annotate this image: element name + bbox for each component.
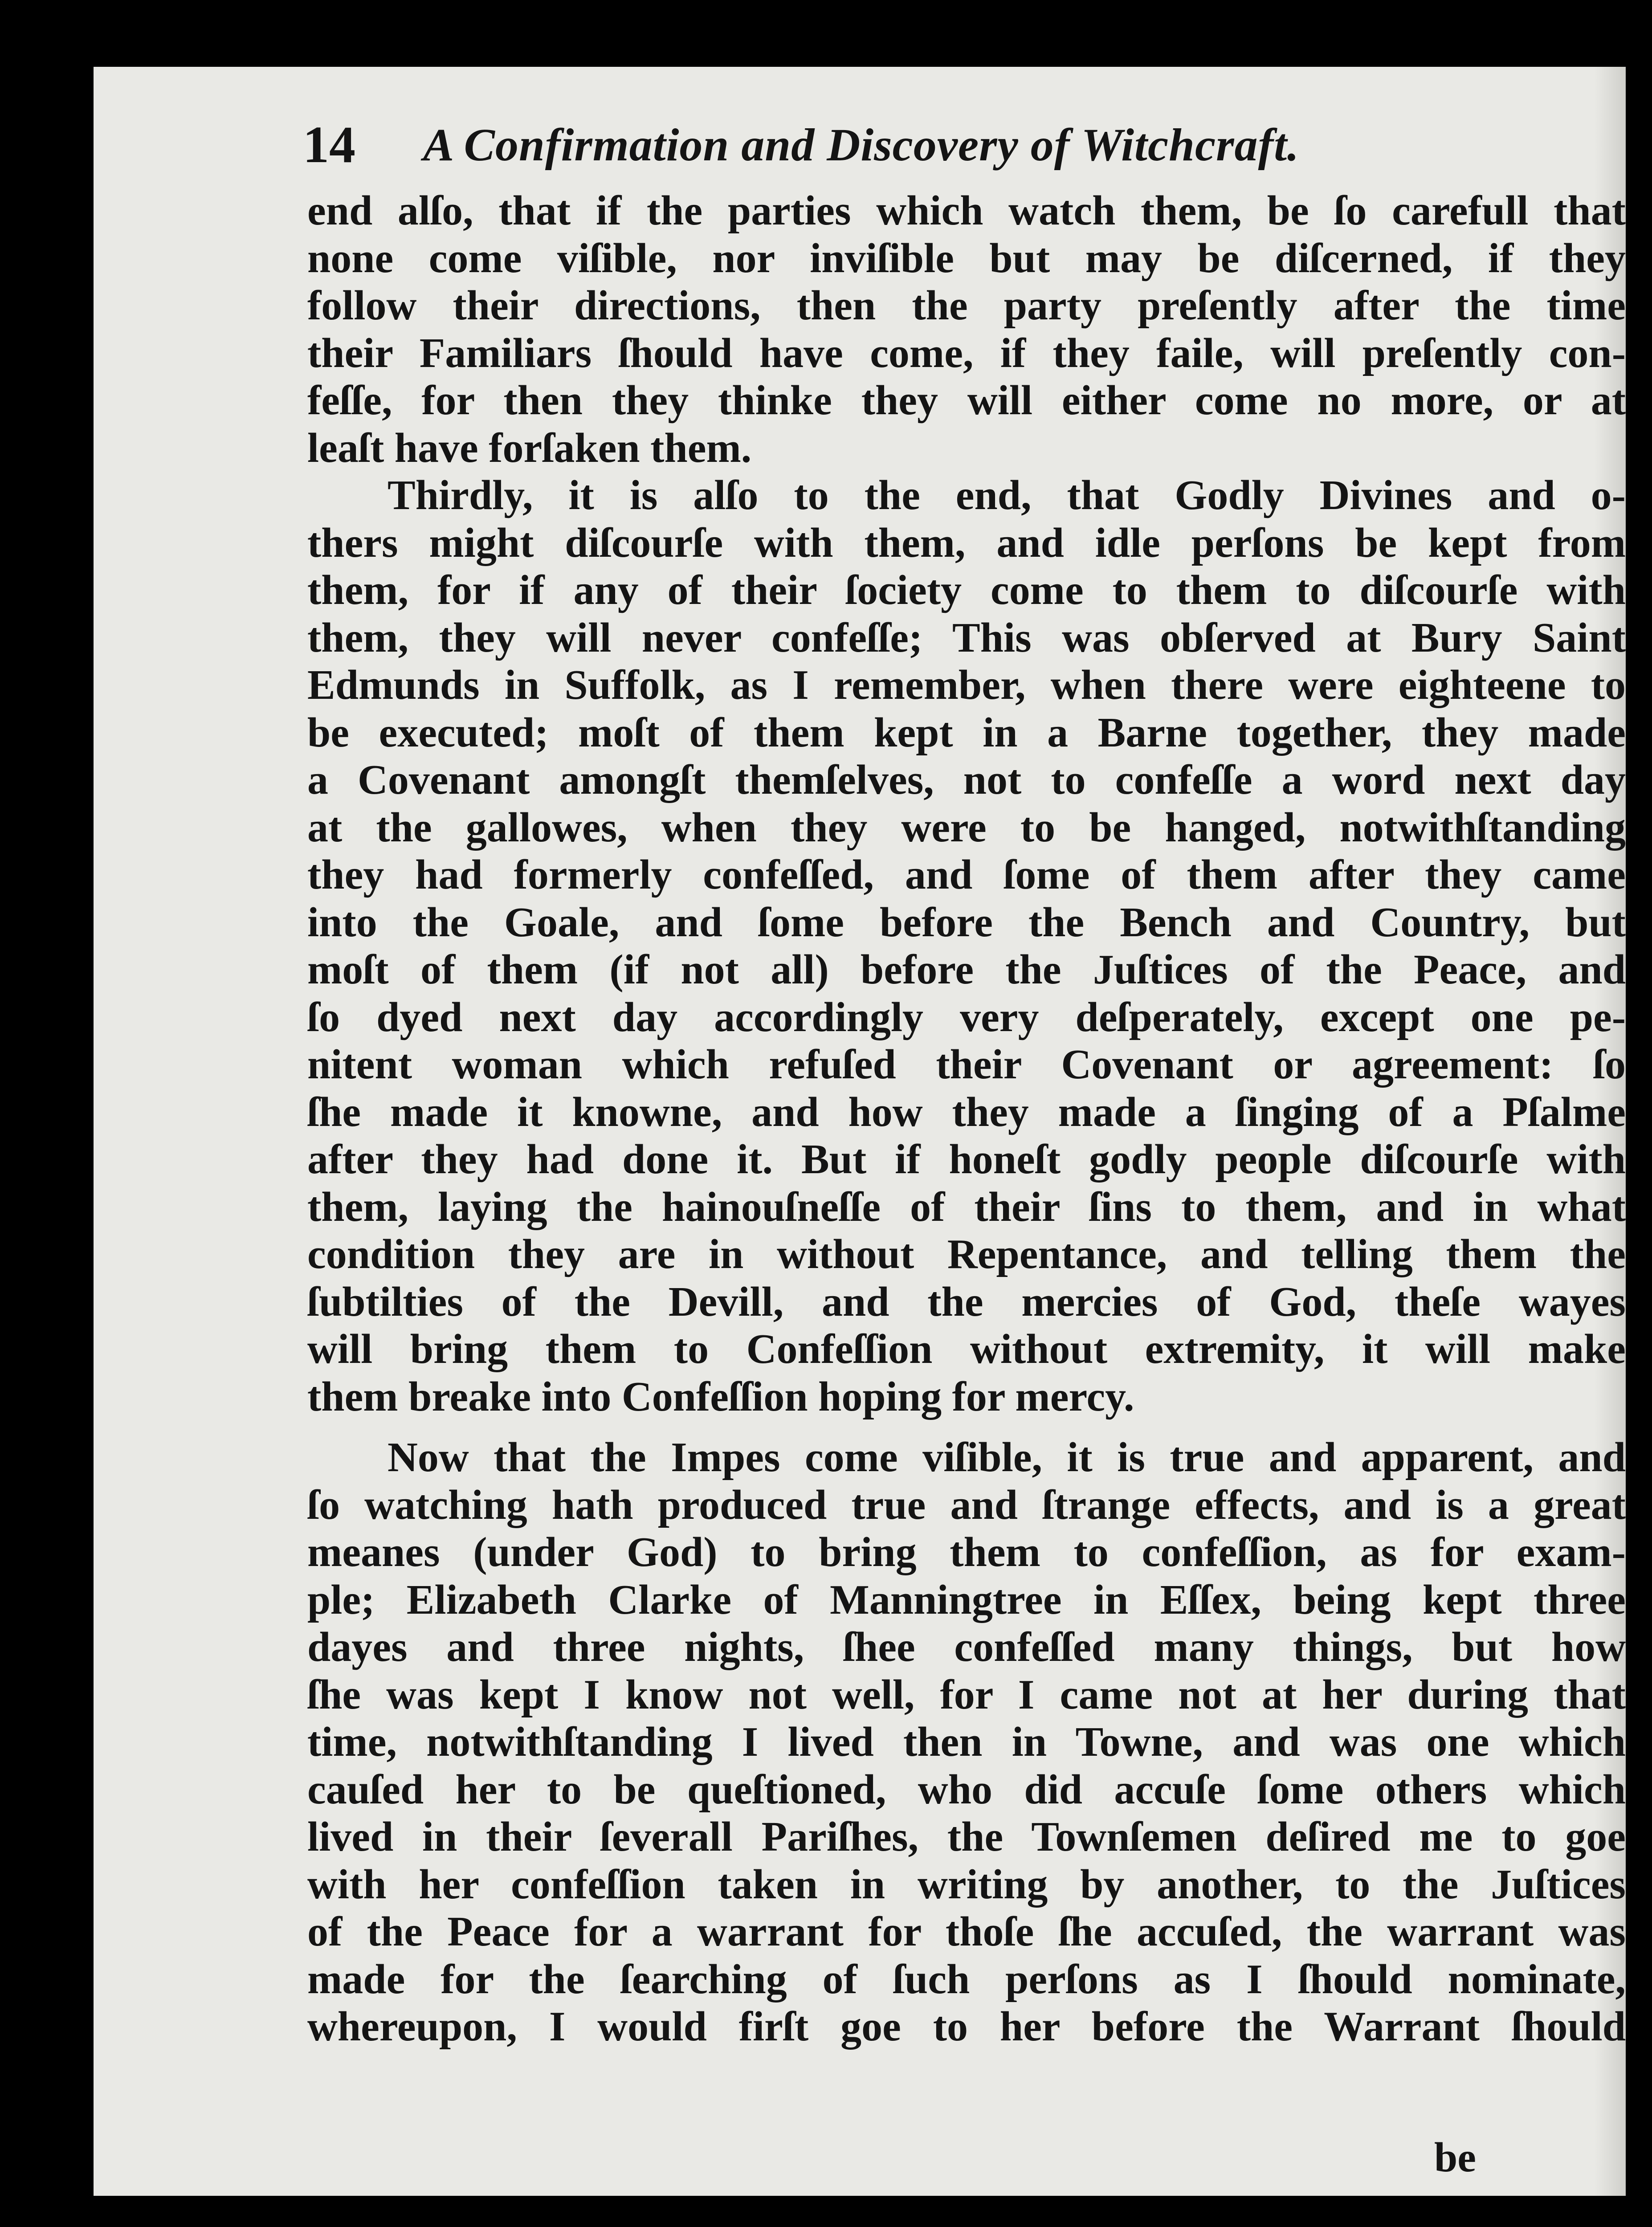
text-line: thers might diſcourſe with them, and idle perſons be kept from: [307, 519, 1626, 566]
text-line: time, notwithſtanding I lived then in Towne, and was one which: [307, 1719, 1626, 1765]
body-text: [307, 187, 1626, 2051]
text-line: them, laying the hainouſneſſe of their ſins to them, and in what: [307, 1183, 1626, 1230]
text-line: them breake into Confeſſion hoping for mercy.: [307, 1373, 1134, 1420]
text-line: ſo dyed next day accordingly very deſperately, except one pe-: [307, 994, 1626, 1040]
text-line: they had formerly confeſſed, and ſome of them after they came: [307, 852, 1626, 898]
text-line: ſo watching hath produced true and ſtrange effects, and is a great: [307, 1481, 1626, 1528]
text-line: into the Goale, and ſome before the Bench and Country, but: [307, 899, 1626, 946]
text-line: whereupon, I would firſt goe to her before the Warrant ſhould: [307, 2003, 1626, 2050]
page-number: 14: [303, 115, 355, 174]
catchword: be: [1434, 2134, 1476, 2181]
text-line: their Familiars ſhould have come, if they faile, will preſently con-: [307, 330, 1626, 376]
text-line: be executed; moſt of them kept in a Barne together, they made: [307, 709, 1626, 756]
text-line: made for the ſearching of ſuch perſons as I ſhould nominate,: [307, 1956, 1626, 2003]
text-line: them, for if any of their ſociety come to them to diſcourſe with: [307, 567, 1626, 613]
text-line: of the Peace for a warrant for thoſe ſhe accuſed, the warrant was: [307, 1909, 1626, 1955]
text-line: dayes and three nights, ſhee confeſſed many things, but how: [307, 1624, 1626, 1670]
text-line: will bring them to Confeſſion without extremity, it will make: [307, 1326, 1626, 1372]
text-line: ple; Elizabeth Clarke of Manningtree in Eſſex, being kept three: [307, 1576, 1626, 1623]
text-line: none come viſible, nor inviſible but may be diſcerned, if they: [307, 235, 1626, 281]
text-line: leaſt have forſaken them.: [307, 424, 752, 471]
text-line: moſt of them (if not all) before the Juſtices of the Peace, and: [307, 946, 1626, 993]
text-line: ſhe made it knowne, and how they made a ſinging of a Pſalme: [307, 1089, 1626, 1135]
text-line: Edmunds in Suffolk, as I remember, when there were eighteene to: [307, 662, 1626, 708]
text-line: lived in their ſeverall Pariſhes, the Townſemen deſired me to goe: [307, 1814, 1626, 1860]
text-line: nitent woman which refuſed their Covenant or agreement: ſo: [307, 1041, 1626, 1088]
text-line: meanes (under God) to bring them to confeſſion, as for exam-: [307, 1529, 1626, 1575]
page-header: [303, 107, 1550, 183]
text-line: them, they will never confeſſe; This was obſerved at Bury Saint: [307, 614, 1626, 661]
text-line: Thirdly, it is alſo to the end, that Godly Divines and o-: [388, 472, 1626, 518]
text-line: follow their directions, then the party preſently after the time: [307, 282, 1626, 329]
text-line: ſhe was kept I know not well, for I came not at her during that: [307, 1671, 1626, 1718]
running-title: A Confirmation and Discovery of Witchcraft.: [423, 119, 1300, 171]
text-line: cauſed her to be queſtioned, who did accuſe ſome others which: [307, 1766, 1626, 1813]
text-line: condition they are in without Repentance, and telling them the: [307, 1231, 1626, 1277]
text-line: Now that the Impes come viſible, it is true and apparent, and: [388, 1434, 1626, 1481]
text-line: end alſo, that if the parties which watch them, be ſo carefull that: [307, 188, 1626, 234]
text-line: feſſe, for then they thinke they will either come no more, or at: [307, 377, 1626, 424]
text-line: at the gallowes, when they were to be hanged, notwithſtanding: [307, 804, 1626, 851]
text-line: with her confeſſion taken in writing by another, to the Juſtices: [307, 1861, 1626, 1908]
book-page: [94, 67, 1626, 2196]
text-line: a Covenant amongſt themſelves, not to confeſſe a word next day: [307, 757, 1626, 803]
text-line: ſubtilties of the Devill, and the mercies of God, theſe wayes: [307, 1278, 1626, 1325]
text-line: after they had done it. But if honeſt godly people diſcourſe with: [307, 1136, 1626, 1183]
